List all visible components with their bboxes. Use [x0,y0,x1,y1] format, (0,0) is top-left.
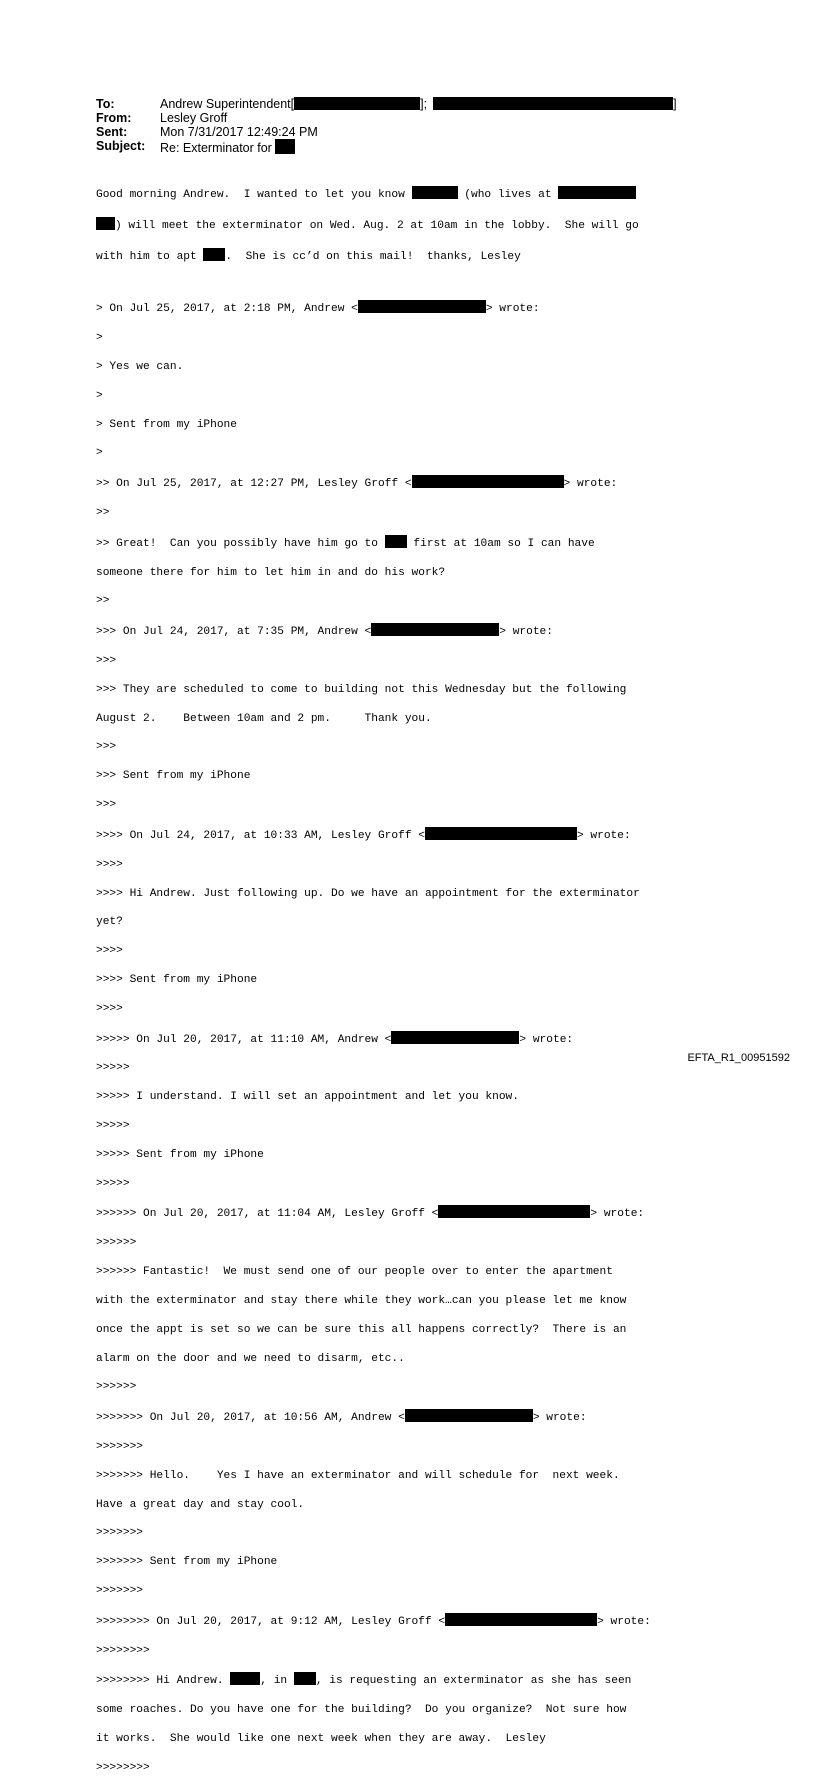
quote-line: >>> Sent from my iPhone [96,770,251,783]
from-label: From: [96,111,132,125]
quote-line: > [96,447,103,460]
to-value: Andrew Superintendent[ ]; ] [160,97,677,111]
quote-line: alarm on the door and we need to disarm, etc.. [96,1352,405,1365]
redaction-block [438,1205,590,1218]
from-row [96,111,677,125]
body-line: with him to apt . She is cc’d on this mail! thanks, Lesley [96,248,736,264]
quote-line: >>> On Jul 24, 2017, at 7:35 PM, Andrew < > wrote: [96,623,736,639]
quote-line: >>>>>> On Jul 20, 2017, at 11:04 AM, Lesley Groff < > wrote: [96,1205,736,1221]
quote-line: >>>>> [96,1062,130,1075]
body-line: Good morning Andrew. I wanted to let you know (who lives at [96,186,736,202]
quote-line: >>>>> [96,1120,130,1132]
to-label: To: [96,97,115,111]
quote-line: > [96,332,103,345]
quote-line: yet? [96,916,123,929]
sent-value: Mon 7/31/2017 12:49:24 PM [160,125,318,139]
quote-line: >>> [96,741,117,754]
quote-line: >>> [96,655,117,667]
quote-line: >>> [96,799,117,812]
quote-line: >> [96,595,110,608]
document-id: EFTA_R1_00951592 [687,1052,790,1064]
quote-line: > Yes we can. [96,360,184,373]
quote-line: >>>>>> [96,1381,137,1394]
redaction-block [385,535,407,548]
quote-line: someone there for him to let him in and do his work? [96,566,446,579]
quote-line: August 2. Between 10am and 2 pm. Thank you. [96,712,432,725]
redaction-block [294,97,420,110]
redaction-block [203,248,225,261]
quote-line: >>>> [96,858,123,871]
redaction-block [425,827,577,840]
redaction-block [558,186,636,199]
sent-row [96,125,677,139]
quote-line: >>>> Hi Andrew. Just following up. Do we have an appointment for the exterminator [96,887,640,900]
quote-line: >>>>>>>> [96,1761,150,1774]
redaction-block [405,1409,533,1422]
quote-line: >>>>>>> Sent from my iPhone [96,1556,278,1569]
body-line: ) will meet the exterminator on Wed. Aug. 2 at 10am in the lobby. She will go [96,217,736,233]
quote-line: >>>>>>>> On Jul 20, 2017, at 9:12 AM, Lesley Groff < > wrote: [96,1613,736,1629]
sent-label: Sent: [96,125,128,139]
subject-row [96,139,677,155]
email-body [96,172,736,1790]
redaction-block [445,1613,597,1626]
quote-line: >>> They are scheduled to come to building not this Wednesday but the following [96,683,627,696]
redaction-block [412,186,458,199]
email-header [96,97,677,155]
quote-line: it works. She would like one next week when they are away. Lesley [96,1733,546,1746]
quote-line: >> [96,506,110,519]
quote-line: > On Jul 25, 2017, at 2:18 PM, Andrew < > wrote: [96,300,736,316]
quote-line: >>>>>>>> [96,1644,150,1657]
redaction-block [391,1031,519,1044]
redaction-block [433,97,673,110]
subject-value: Re: Exterminator for [160,139,295,155]
quote-line: >>>> Sent from my iPhone [96,973,258,986]
redaction-block [230,1672,260,1685]
quote-line: >>>>>>> [96,1585,143,1597]
quote-line: >>>>>>> On Jul 20, 2017, at 10:56 AM, Andrew < > wrote: [96,1409,736,1425]
to-row [96,97,677,111]
quote-line: > [96,389,103,402]
quote-line: >>>>>>> Hello. Yes I have an exterminator and will schedule for next week. [96,1469,620,1482]
quote-line: >>>>> On Jul 20, 2017, at 11:10 AM, Andrew < > wrote: [96,1031,736,1047]
quote-line: Have a great day and stay cool. [96,1498,305,1511]
redaction-block [412,475,564,488]
quote-line: some roaches. Do you have one for the building? Do you organize? Not sure how [96,1704,627,1717]
quote-line: >> On Jul 25, 2017, at 12:27 PM, Lesley Groff < > wrote: [96,475,736,491]
redaction-block [358,300,486,313]
redaction-block [96,217,115,230]
quote-line: once the appt is set so we can be sure this all happens correctly? There is an [96,1323,627,1336]
redaction-block [294,1672,316,1685]
quote-line: >> Great! Can you possibly have him go to first at 10am so I can have [96,535,736,551]
quote-line: >>>> On Jul 24, 2017, at 10:33 AM, Lesley Groff < > wrote: [96,827,736,843]
redaction-block [275,139,295,154]
quote-line: >>>>> I understand. I will set an appointment and let you know. [96,1091,519,1104]
quote-line: >>>>>>>> Hi Andrew. , in , is requesting an exterminator as she has seen [96,1672,736,1688]
quote-line: >>>>>> [96,1237,137,1250]
quote-line: >>>>>> Fantastic! We must send one of our people over to enter the apartment [96,1266,613,1279]
quote-line: > Sent from my iPhone [96,418,237,431]
quote-line: >>>> [96,945,123,958]
redaction-block [371,623,499,636]
quote-line: with the exterminator and stay there while they work…can you please let me know [96,1294,627,1307]
quote-line: >>>>> [96,1177,130,1190]
quote-line: >>>>> Sent from my iPhone [96,1148,264,1161]
from-value: Lesley Groff [160,111,228,125]
quote-line: >>>> [96,1002,123,1015]
subject-label: Subject: [96,139,146,153]
quote-line: >>>>>>> [96,1527,143,1540]
quote-line: >>>>>>> [96,1440,143,1453]
